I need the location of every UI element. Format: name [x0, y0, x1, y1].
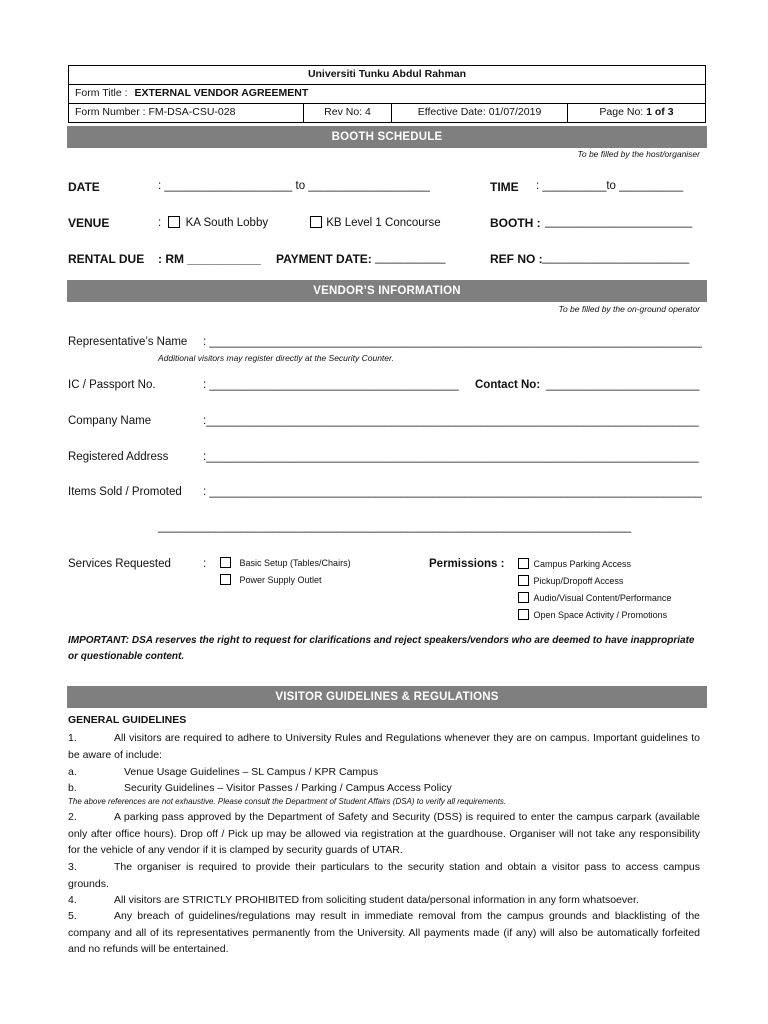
guideline-1-text: All visitors are required to adhere to University Rules and Regulations whenever they are on campus. Important guidelines to be aware of include:	[68, 732, 700, 761]
representative-name-field[interactable]: : _____________________________________________________________________________	[203, 336, 702, 348]
time-field[interactable]: : __________to __________	[536, 180, 684, 192]
registered-address-field[interactable]: :_____________________________________________________________________________	[203, 451, 699, 463]
guideline-b	[68, 780, 700, 797]
revision-number: Rev No: 4	[303, 104, 391, 122]
header-row-university	[69, 66, 705, 84]
venue-ka-checkbox[interactable]	[168, 216, 180, 228]
rental-due-label: RENTAL DUE	[68, 252, 145, 266]
permissions-label: Permissions :	[429, 558, 505, 570]
services-requested-label: Services Requested	[68, 558, 171, 570]
vendor-info-note: To be filled by the on-ground operator	[558, 304, 700, 314]
rental-due-field[interactable]: : RM ___________	[158, 252, 261, 266]
guideline-2-text: A parking pass approved by the Department of Safety and Security (DSS) is required to enter the campus carpark (available only after office hours). Drop off / Pick up may be allowed via registration at the guardhouse. Organiser will not take any responsibility for the vehicle of any vendor if it is clamped by security guards of UTAR.	[68, 811, 700, 856]
guideline-b-letter: b.	[68, 782, 77, 794]
services-colon: :	[203, 558, 207, 570]
guideline-4-text: All visitors are STRICTLY PROHIBITED from soliciting student data/personal information in any form whatsoever.	[114, 894, 639, 906]
time-label: TIME	[490, 180, 519, 194]
ref-no-label: REF NO :	[490, 252, 543, 266]
service-power-supply-label: Power Supply Outlet	[239, 575, 322, 585]
venue-options	[158, 216, 268, 229]
vendor-info-header: VENDOR’S INFORMATION	[67, 280, 707, 302]
service-power-supply-checkbox[interactable]	[220, 574, 231, 585]
contact-no-label: Contact No:	[475, 379, 541, 391]
registered-address-label: Registered Address	[68, 451, 169, 463]
service-basic-setup	[220, 557, 351, 568]
items-sold-label: Items Sold / Promoted	[68, 486, 182, 498]
permission-open-space-label: Open Space Activity / Promotions	[533, 610, 668, 620]
permission-audio-visual-checkbox[interactable]	[518, 592, 529, 603]
service-power-supply	[220, 574, 322, 585]
date-label: DATE	[68, 180, 100, 194]
permission-parking-checkbox[interactable]	[518, 558, 529, 569]
booth-label: BOOTH :	[490, 216, 541, 230]
visitor-guidelines-header: VISITOR GUIDELINES & REGULATIONS	[67, 686, 707, 708]
form-header-table	[68, 65, 706, 123]
guideline-4-number: 4.	[68, 894, 77, 906]
header-row-meta	[69, 103, 705, 122]
ic-passport-label: IC / Passport No.	[68, 379, 156, 391]
items-sold-extra-line[interactable]: __________________________________________________________________________	[158, 521, 632, 533]
guideline-2-number: 2.	[68, 811, 77, 823]
effective-date: Effective Date: 01/07/2019	[391, 104, 567, 122]
company-name-label: Company Name	[68, 415, 152, 427]
payment-date-field[interactable]: ___________	[375, 252, 446, 264]
date-field[interactable]: : ____________________ to ___________________	[158, 180, 430, 192]
permission-pickup	[518, 575, 623, 586]
company-name-field[interactable]: :_____________________________________________________________________________	[203, 415, 699, 427]
guideline-3	[68, 859, 700, 892]
guideline-1-number: 1.	[68, 732, 77, 744]
page-number-label: Page No:	[599, 106, 644, 118]
guideline-4	[68, 892, 700, 909]
representative-note: Additional visitors may register directly at the Security Counter.	[158, 353, 394, 363]
permission-audio-visual-label: Audio/Visual Content/Performance	[533, 593, 672, 603]
booth-schedule-note: To be filled by the host/organiser	[577, 149, 700, 159]
venue-label: VENUE	[68, 216, 110, 230]
guideline-3-text: The organiser is required to provide their particulars to the security station and obtain a visitor pass to access campus grounds.	[68, 861, 700, 890]
payment-date-label: PAYMENT DATE:	[276, 252, 372, 266]
guideline-a	[68, 764, 700, 781]
venue-kb-option	[310, 216, 441, 229]
guideline-5	[68, 908, 700, 958]
items-sold-field[interactable]: : _____________________________________________________________________________	[203, 486, 702, 498]
permission-open-space-checkbox[interactable]	[518, 609, 529, 620]
guideline-a-letter: a.	[68, 766, 77, 778]
representative-name-label: Representative’s Name	[68, 336, 188, 348]
permission-pickup-label: Pickup/Dropoff Access	[533, 576, 624, 586]
guideline-5-text: Any breach of guidelines/regulations may result in immediate removal from the campus grounds and blacklisting of the company and all of its representatives permanently from the University. All payments made (if any) will also be automatically forfeited and no refunds will be entertained.	[68, 910, 700, 955]
form-number: Form Number : FM-DSA-CSU-028	[75, 106, 236, 118]
service-basic-setup-checkbox[interactable]	[220, 557, 231, 568]
permission-open-space	[518, 609, 667, 620]
venue-colon: :	[158, 217, 162, 229]
permission-pickup-checkbox[interactable]	[518, 575, 529, 586]
guideline-5-number: 5.	[68, 910, 77, 922]
permission-audio-visual	[518, 592, 671, 603]
important-label: IMPORTANT	[68, 635, 126, 646]
important-text: : DSA reserves the right to request for clarifications and reject speakers/vendors who are deemed to have inappropriate or questionable content.	[68, 635, 695, 662]
form-title-value: EXTERNAL VENDOR AGREEMENT	[134, 87, 309, 99]
general-guidelines-heading: GENERAL GUIDELINES	[68, 714, 187, 726]
guideline-a-text: Venue Usage Guidelines – SL Campus / KPR Campus	[124, 766, 379, 778]
venue-kb-checkbox[interactable]	[310, 216, 322, 228]
page-number-value: 1 of 3	[646, 106, 674, 118]
header-row-title	[69, 84, 705, 103]
booth-field[interactable]: _______________________	[545, 216, 693, 228]
guideline-2	[68, 809, 700, 859]
permission-parking	[518, 558, 631, 569]
important-notice	[68, 633, 700, 665]
guideline-b-text: Security Guidelines – Visitor Passes / Parking / Campus Access Policy	[124, 782, 452, 794]
ref-no-field[interactable]: _______________________	[542, 252, 690, 264]
ic-passport-field[interactable]: : _______________________________________	[203, 379, 459, 391]
references-note: The above references are not exhaustive. Please consult the Department of Student Affairs (DSA) to verify all requirements.	[68, 797, 507, 806]
page-number	[567, 104, 705, 122]
service-basic-setup-label: Basic Setup (Tables/Chairs)	[239, 558, 351, 568]
university-name: Universiti Tunku Abdul Rahman	[307, 68, 467, 80]
booth-schedule-header: BOOTH SCHEDULE	[67, 126, 707, 148]
venue-ka-label: KA South Lobby	[185, 217, 269, 229]
form-title	[69, 85, 705, 103]
contact-no-field[interactable]: ________________________	[546, 379, 700, 391]
permission-parking-label: Campus Parking Access	[533, 559, 632, 569]
venue-kb-label: KB Level 1 Concourse	[326, 217, 441, 229]
guideline-1	[68, 730, 700, 763]
form-title-label: Form Title :	[75, 87, 128, 99]
guideline-3-number: 3.	[68, 861, 77, 873]
